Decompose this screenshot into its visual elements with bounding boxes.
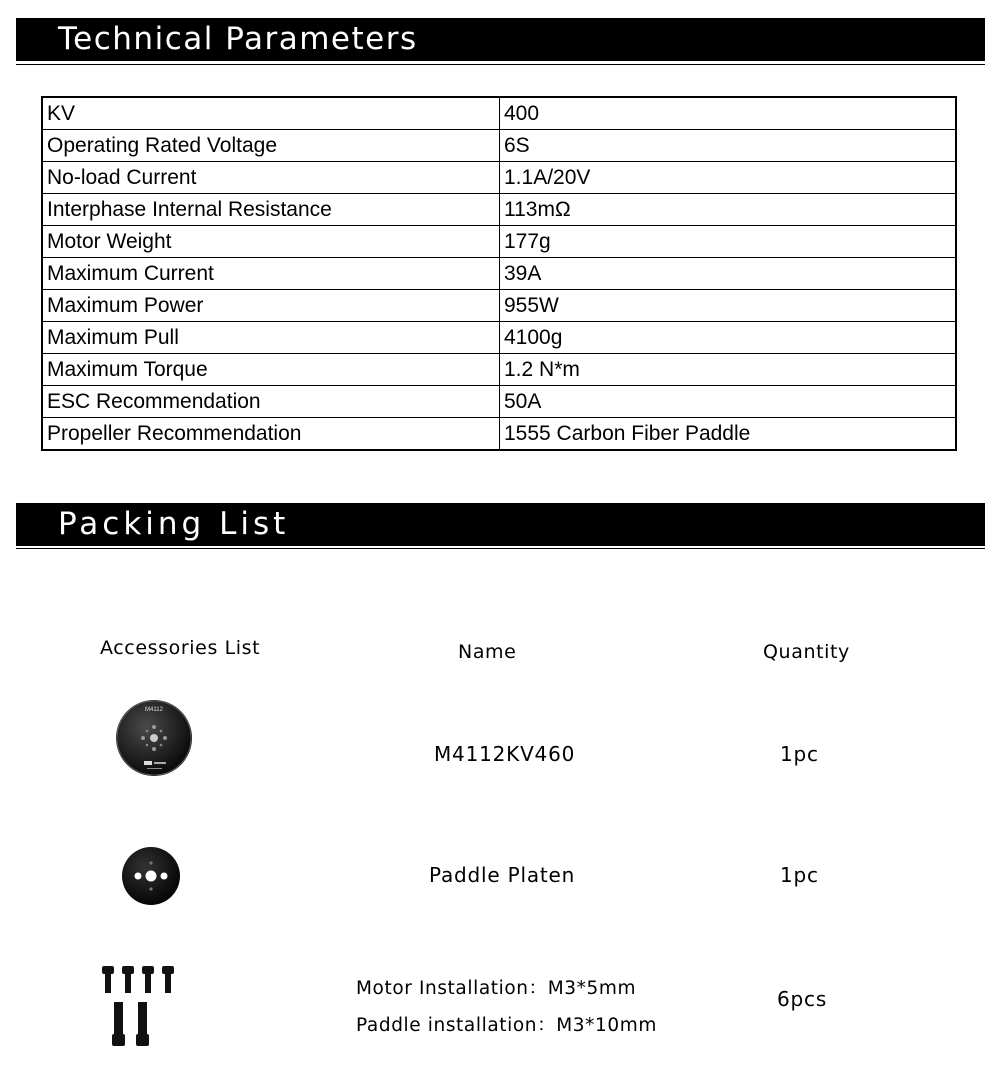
item-quantity: 1pc bbox=[780, 863, 819, 887]
motor-label: M4112 bbox=[145, 707, 163, 713]
parameter-label: Interphase Internal Resistance bbox=[42, 194, 500, 226]
parameter-label: Maximum Current bbox=[42, 258, 500, 290]
parameter-row bbox=[42, 290, 956, 322]
parameter-row bbox=[42, 322, 956, 354]
parameter-row bbox=[42, 226, 956, 258]
item-name-line: Paddle installation：M3*10mm bbox=[356, 1015, 657, 1036]
parameter-row bbox=[42, 258, 956, 290]
parameter-row bbox=[42, 97, 956, 130]
packing-list-banner: Packing List bbox=[16, 503, 985, 546]
parameter-row bbox=[42, 194, 956, 226]
parameter-value: 113mΩ bbox=[500, 194, 957, 226]
parameter-label: No-load Current bbox=[42, 162, 500, 194]
quantity-header: Quantity bbox=[763, 641, 850, 663]
parameter-row bbox=[42, 386, 956, 418]
motor-icon bbox=[114, 698, 194, 783]
item-quantity: 1pc bbox=[780, 742, 819, 766]
parameter-label: Maximum Torque bbox=[42, 354, 500, 386]
parameters-table bbox=[41, 96, 957, 451]
parameter-value: 1555 Carbon Fiber Paddle bbox=[500, 418, 957, 451]
parameter-value: 177g bbox=[500, 226, 957, 258]
parameter-label: Maximum Power bbox=[42, 290, 500, 322]
parameter-value: 39A bbox=[500, 258, 957, 290]
parameter-label: ESC Recommendation bbox=[42, 386, 500, 418]
item-name: Paddle Platen bbox=[429, 863, 576, 887]
parameter-value: 4100g bbox=[500, 322, 957, 354]
parameter-label: Propeller Recommendation bbox=[42, 418, 500, 451]
parameter-row bbox=[42, 418, 956, 451]
parameter-value: 50A bbox=[500, 386, 957, 418]
parameter-value: 400 bbox=[500, 97, 957, 130]
parameter-label: Motor Weight bbox=[42, 226, 500, 258]
banner-underline bbox=[16, 548, 985, 549]
technical-parameters-banner: Technical Parameters bbox=[16, 18, 985, 61]
item-name: M4112KV460 bbox=[434, 742, 576, 766]
parameter-row bbox=[42, 162, 956, 194]
parameter-value: 6S bbox=[500, 130, 957, 162]
item-quantity: 6pcs bbox=[777, 987, 828, 1011]
item-name-line: Motor Installation：M3*5mm bbox=[356, 978, 637, 999]
parameter-value: 1.1A/20V bbox=[500, 162, 957, 194]
parameter-row bbox=[42, 354, 956, 386]
parameter-row bbox=[42, 130, 956, 162]
paddle-platen-icon bbox=[121, 846, 181, 911]
parameter-value: 955W bbox=[500, 290, 957, 322]
banner-underline bbox=[16, 64, 985, 65]
parameter-value: 1.2 N*m bbox=[500, 354, 957, 386]
accessories-list-header: Accessories List bbox=[100, 637, 261, 659]
parameter-label: KV bbox=[42, 97, 500, 130]
parameter-label: Operating Rated Voltage bbox=[42, 130, 500, 162]
parameter-label: Maximum Pull bbox=[42, 322, 500, 354]
name-header: Name bbox=[458, 641, 517, 663]
screws-icon bbox=[100, 962, 180, 1057]
